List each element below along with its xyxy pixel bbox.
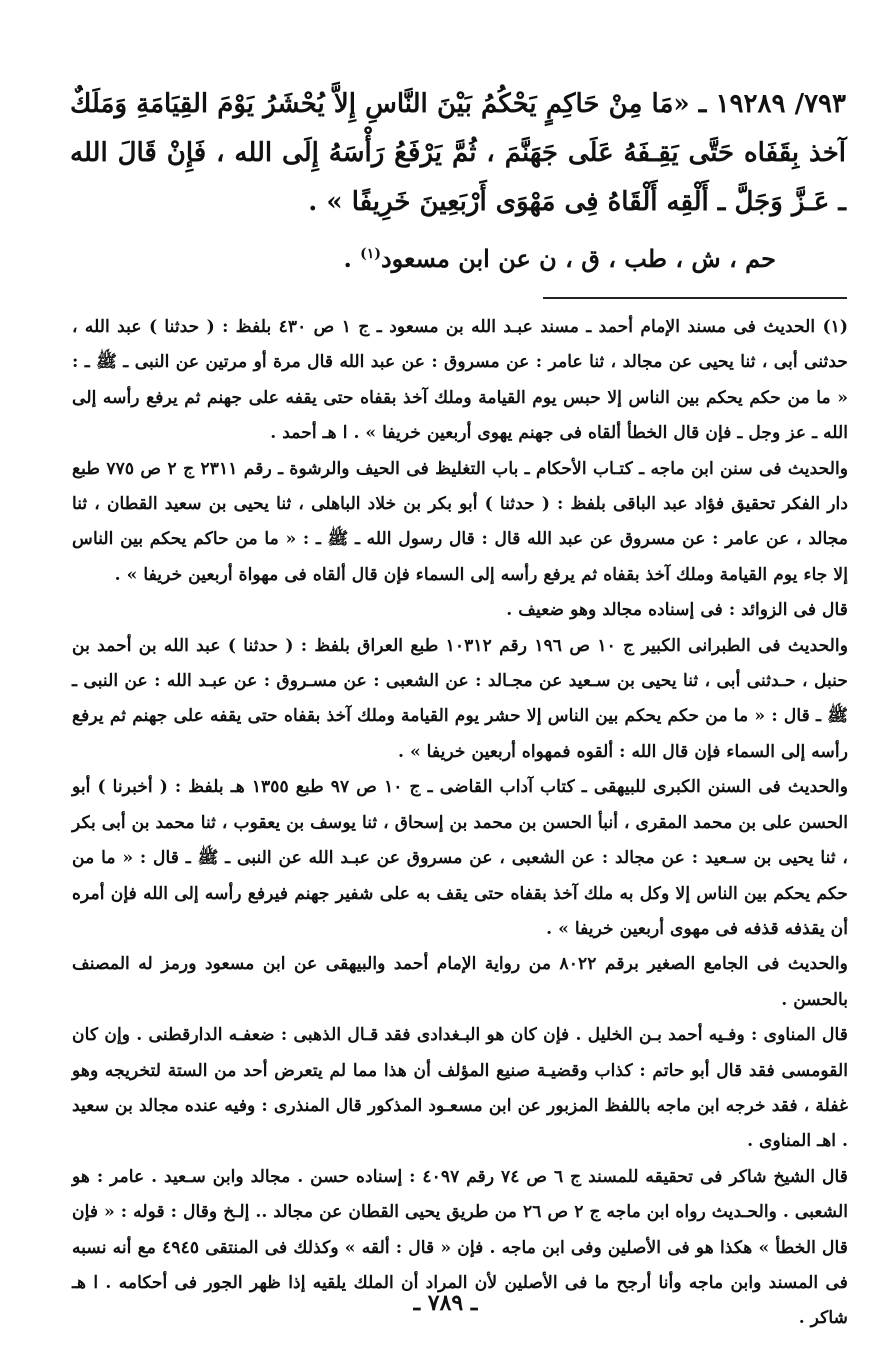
hadith-text: ٧٩٣/ ١٩٢٨٩ ـ «مَا مِنْ حَاكِمٍ يَحْكُمُ بَيْنَ النَّاسِ إِلاَّ يُحْشَرُ يَوْمَ القِيَامَةِ وَمَلَكٌ آخذ بِقَفَاه حَتَّى يَقِـفَهُ عَلَى جَهَنَّمَ ، ثُمَّ يَرْفَعُ رَأْسَهُ إِلَى الله ، فَإِنْ قَالَ الله ـ عَـزَّ وَجَلَّ ـ أَلْقِه أَلْقَاهُ فِى مَهْوَى أَرْبَعِينَ خَرِيفًا » .: [70, 89, 846, 217]
hadith-sources: حم ، ش ، طب ، ق ، ن عن ابن مسعود: [380, 244, 776, 273]
hadith-sources-end: .: [343, 244, 361, 273]
hadith-text-block: [70, 80, 846, 227]
footnote-paragraph: (١) الحديث فى مسند الإمام أحمد ـ مسند عبـد الله بن مسعود ـ ج ١ ص ٤٣٠ بلفظ : ( حدثنا ) عبد الله ، حدثنى أبى ، ثنا يحيى عن مجالد ، ثنا عامر : عن مسروق : عن عبد الله قال مرة أو مرتين عن النبى ـ ﷺ ـ : « ما من حكم يحكم بين الناس إلا حبس يوم القيامة وملك آخذ بقفاه حتى يقفه على جهنم ثم يرفع رأسه إلى الله ـ عز وجل ـ فإن قال الخطأ ألقاه فى جهنم يهوى أربعين خريفا » . ا هـ أحمد .: [72, 317, 848, 444]
page-number: ـ ٧٨٩ ـ: [413, 1290, 478, 1316]
footnote-paragraph: قال الشيخ شاكر فى تحقيقه للمسند ج ٦ ص ٧٤ رقم ٤٠٩٧ : إسناده حسن . مجالد وابن سـعيد . عامر : هو الشعبى . والحـديث رواه ابن ماجه ج ٢ ص ٢٦ من طريق يحيى القطان عن مجالد .. إلـخ وقال : قوله : « فإن قال الخطأ » هكذا هو فى الأصلين وفى ابن ماجه . فإن « قال : ألقه » وكذلك فى المنتقى ٤٩٤٥ مع أنه نسبه فى المسند وابن ماجه وأنا أرجح ما فى الأصلين لأن المراد أن الملك يلقيه إذا ظهر الجور فى أحكامه . ا هـ شاكر .: [72, 1166, 849, 1329]
footnote-marker: (١): [360, 246, 381, 262]
footnote-paragraph: قال المناوى : وفـيه أحمد بـن الخليل . فإن كان هو البـغدادى فقد قـال الذهبى : ضعفـه الدارقطنى . وإن كان القومسى فقد قال أبو حاتم : كذاب وقضيـة صنيع المؤلف أن هذا مما لم يتعرض أحد من الستة لتخريجه وهو غفلة ، فقد خرجه ابن ماجه باللفظ المزبور عن ابن مسعـود المذكور قال المنذرى : وفيه عنده مجالد بن سعيد . اهـ المناوى .: [72, 1025, 848, 1152]
footnote-paragraph: والحديث فى السنن الكبرى للبيهقى ـ كتاب آداب القاضى ـ ج ١٠ ص ٩٧ طبع ١٣٥٥ هـ بلفظ : ( أخبرنا ) أبو الحسن على بن محمد المقرى ، أنبأ الحسن بن محمد بن إسحاق ، ثنا يوسف بن يعقوب ، ثنا محمد بن أبى بكر ، ثنا يحيى بن سـعيد : عن مجالد : عن الشعبى ، عن مسروق عن عبـد الله عن النبى ـ ﷺ ـ قال : « ما من حكم يحكم بين الناس إلا وكل به ملك آخذ بقفاه حتى يقف به على شفير جهنم فيرفع رأسه إلى الله فإن أمره أن يقذفه قذفه فى مهوى أربعين خريفا » .: [72, 777, 849, 939]
footnotes-block: [72, 310, 848, 1337]
footnote-paragraph: والحديث فى الجامع الصغير برقم ٨٠٢٢ من رواية الإمام أحمد والبيهقى عن ابن مسعود ورمز له المصنف بالحسن .: [72, 954, 848, 1010]
footnote-paragraph: والحديث فى الطبرانى الكبير ج ١٠ ص ١٩٦ رقم ١٠٣١٢ طبع العراق بلفظ : ( حدثنا ) عبد الله بن أحمد بن حنبل ، حـدثنى أبى ، ثنا يحيى بن سـعيد عن مجـالد : عن الشعبى : عن مسـروق : عن عبـد الله : عن النبى ـ ﷺ ـ قال : « ما من حكم يحكم بين الناس إلا حشر يوم القيامة وملك آخذ بقفاه حتى يقفه على جهنم ثم يرفع رأسه إلى السماء فإن قال الله : ألقوه فمهواه أربعين خريفا » .: [72, 635, 848, 762]
footnote-paragraph: قال فى الزوائد : فى إسناده مجالد وهو ضعيف .: [506, 600, 848, 621]
hadith-sources-line: [70, 232, 776, 281]
footnote-separator: [543, 297, 847, 299]
footnote-paragraph: والحديث فى سنن ابن ماجه ـ كتـاب الأحكام ـ باب التغليظ فى الحيف والرشوة ـ رقم ٢٣١١ ج ٢ ص ٧٧٥ طبع دار الفكر تحقيق فؤاد عبد الباقى بلفظ : ( حدثنا ) أبو بكر بن خلاد الباهلى ، ثنا يحيى بن سعيد القطان ، ثنا مجالد ، عن عامر : عن مسروق عن عبد الله قال : قال رسول الله ـ ﷺ ـ : « ما من حاكم يحكم بين الناس إلا جاء يوم القيامة وملك آخذ بقفاه ثم يرفع رأسه إلى السماء فإن قال ألقاه فى مهواة أربعين خريفا » .: [72, 458, 849, 585]
